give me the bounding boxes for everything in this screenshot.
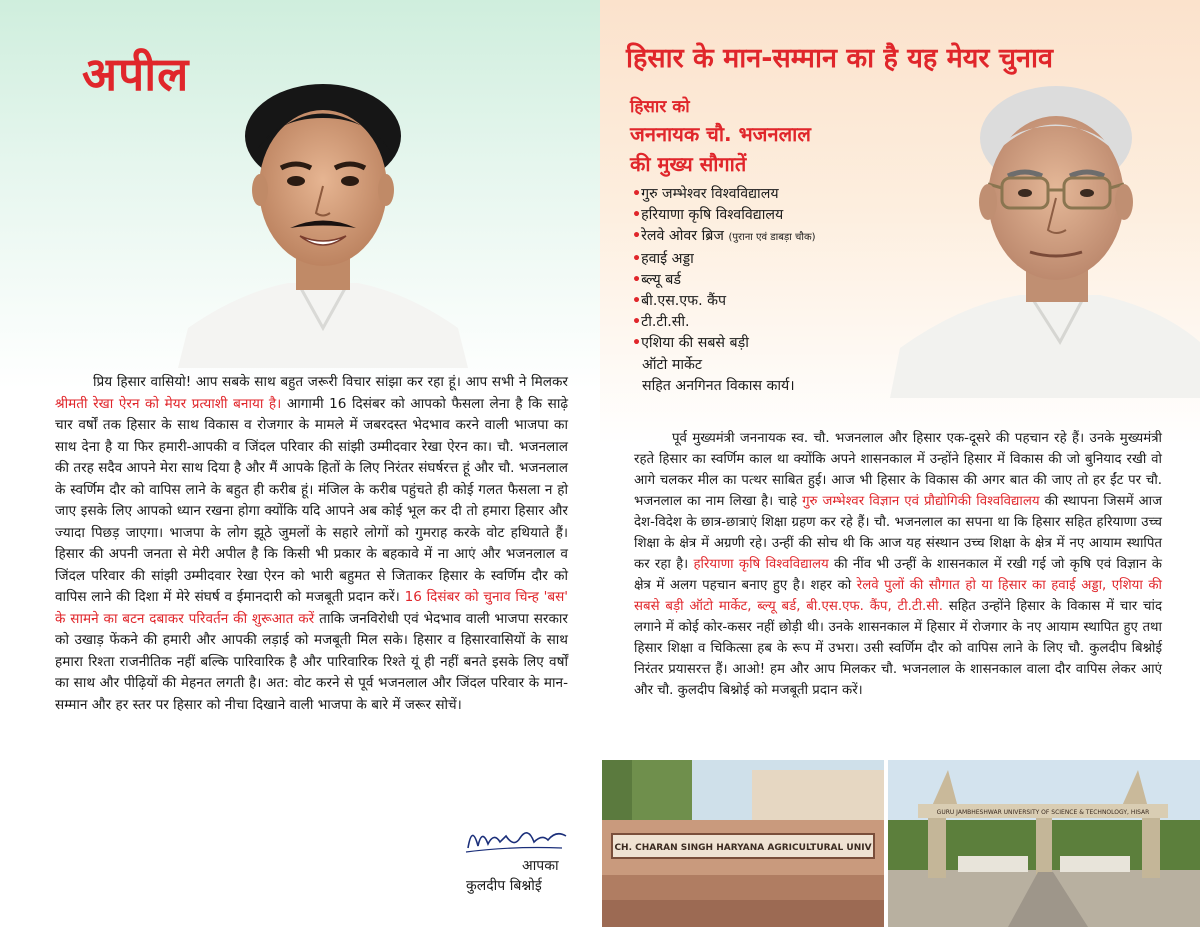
photo-agricultural-university [602, 760, 884, 927]
mayor-election-title: हिसार के मान-सम्मान का है यह मेयर चुनाव [626, 43, 1053, 74]
appeal-title: अपील [82, 47, 190, 101]
sign-off-yours: आपका [522, 858, 559, 874]
list-item: •बी.एस.एफ. कैंप [632, 293, 727, 310]
appeal-letter: प्रिय हिसार वासियो! आप सबके साथ बहुत जरूरी विचार सांझा कर रहा हूं। आप सभी ने मिलकर श्रीमती रेखा ऐरन को मेयर प्रत्याशी बनाया है। आगामी 16 दिसंबर को आपको फैसला लेना है कि साढ़े चार वर्षों तक हिसार के साथ विकास व रोजगार के मामले में जबरदस्त भेदभाव करने वाली भाजपा का साथ देना है या फिर हमारी-आपकी व जिंदल परिवार की सांझी उम्मीदवार रेखा ऐरन का। चौ. भजनलाल की तरह सदैव आपने मेरा साथ दिया है और मैं आपके हितों के लिए निरंतर संघर्षरत्त हूं और चौ. भजनलाल के स्वर्णिम दौर को वापिस लाने के बहुत ही करीब हूं। मंजिल के करीब पहुंचते ही कोई गलत फैसला न हो जाए इसके लिए आपको ध्यान रखना होगा क्योंकि यदि आपने अब कोई भूल कर दी तो हमारा हिसार और ज्यादा पिछड़ जाएगा। भाजपा के लोग झूठे जुमलों के सहारे लोगों को गुमराह करके वोट हथियाते हैं। हिसार की अपनी जनता से मेरी अपील है कि किसी भी प्रकार के बहकावे में ना आएं और भजनलाल व जिंदल परिवार की सांझी उम्मीदवार रेखा ऐरन को भारी बहुमत से जिताकर हिसार के स्वर्णिम दौर को वापिस लाने की दिशा में मेरे संघर्ष व ईमानदारी को मजबूती प्रदान करें। 16 दिसंबर को चुनाव चिन्ह 'बस' के सामने का बटन दबाकर परिवर्तन की शुरूआत करें ताकि जनविरोधी एवं भेदभाव वाली भाजपा सरकार को उखाड़ फेंकने की हमारी और आपकी लड़ाई को मजबूती मिल सके। हिसार व हिसारवासियों के साथ हमारा रिश्ता राजनीतिक नहीं बल्कि पारिवारिक है और पारिवारिक रिश्ते यूं ही नहीं बनते इसके लिए वर्षों का साथ और पीढ़ियों की मेहनत लगती है। अत: वोट करने से पूर्व भजनलाल और जिंदल परिवार के मान-सम्मान और हर स्तर पर हिसार को नीचा दिखाने वाली भाजपा के बारे में जरूर सोचें। [55, 374, 569, 713]
sign-off-name: कुलदीप बिश्नोई [466, 878, 542, 894]
gifts-heading-line-3: की मुख्य सौगातें [630, 152, 747, 176]
photo-gju-gate [888, 760, 1200, 927]
portrait-bhajanlal [880, 80, 1200, 398]
signature [462, 818, 572, 858]
portrait-kuldeep-bishnoi [178, 78, 468, 368]
list-item: •ब्ल्यू बर्ड [632, 271, 681, 288]
list-item: •हवाई अड्डा [632, 250, 694, 267]
list-item: •एशिया की सबसे बड़ी [632, 335, 749, 352]
gifts-heading-line-2: जननायक चौ. भजनलाल [630, 122, 811, 146]
list-item: •हरियाणा कृषि विश्वविद्यालय [632, 207, 784, 224]
gifts-heading [630, 95, 811, 179]
list-item: •गुरु जम्भेश्वर विश्वविद्यालय [632, 186, 779, 202]
highlight-agri-university: हरियाणा कृषि विश्वविद्यालय [693, 557, 829, 572]
highlight-projects: रेलवे पुलों की सौगात हो या हिसार का हवाई अड्डा, एशिया की सबसे बड़ी ऑटो मार्केट, ब्ल्यू बर्ड, बी.एस.एफ. कैंप, टी.टी.सी. [634, 578, 1162, 614]
gifts-list [632, 184, 816, 397]
highlight-candidate: श्रीमती रेखा ऐरन को मेयर प्रत्याशी बनाया है। [55, 395, 282, 412]
list-item: •टी.टी.सी. [632, 314, 690, 331]
list-item-continued: सहित अनगिनत विकास कार्य। [642, 377, 795, 394]
list-item-continued: ऑटो मार्केट [642, 356, 703, 373]
highlight-university: गुरु जम्भेश्वर विज्ञान एवं प्रौद्योगिकी विश्वविद्यालय [802, 494, 1040, 509]
photo-right-sign-text: GURU JAMBHESHWAR UNIVERSITY OF SCIENCE & TECHNOLOGY, HISAR [936, 809, 1150, 816]
bhajanlal-article: पूर्व मुख्यमंत्री जननायक स्व. चौ. भजनलाल और हिसार एक-दूसरे की पहचान रहे हैं। उनके मुख्यमंत्री रहते हिसार का स्वर्णिम काल था क्योंकि अपने शासनकाल में उन्होंने हिसार में विकास की जो बुनियाद रखी वो आगे चलकर मील का पत्थर साबित हुई। आज भी हिसार के विकास की अगर बात की जाए तो हर ईंट पर चौ. भजनलाल का नाम लिखा है। चाहे गुरु जम्भेश्वर विज्ञान एवं प्रौद्योगिकी विश्वविद्यालय की स्थापना जिसमें आज देश-विदेश के छात्र-छात्राएं शिक्षा ग्रहण कर रहे हैं। चौ. भजनलाल का सपना था कि हिसार सहित हरियाणा उच्च शिक्षा के क्षेत्र में अग्रणी रहे। उन्हीं की सोच थी कि आज यह संस्थान उच्च शिक्षा के क्षेत्र में नए आयाम स्थापित कर रहा है। हरियाणा कृषि विश्वविद्यालय की नींव भी उन्हीं के शासनकाल में रखी गई जो कृषि एवं विज्ञान के क्षेत्र में अलग पहचान बनाए हुए है। शहर को रेलवे पुलों की सौगात हो या हिसार का हवाई अड्डा, एशिया की सबसे बड़ी ऑटो मार्केट, ब्ल्यू बर्ड, बी.एस.एफ. कैंप, टी.टी.सी. सहित उन्होंने हिसार के विकास में चार चांद लगाने में कोई कोर-कसर नहीं छोड़ी थी। उनके शासनकाल में हिसार में रोजगार के नए आयाम स्थापित हुए तथा हिसार शिक्षा व चिकित्सा हब के रूप में उभरा। उसी स्वर्णिम दौर को वापिस लाने के लिए चौ. कुलदीप बिश्नोई निरंतर प्रयासरत्त हैं। आओ! हम और आप मिलकर चौ. भजनलाल के शासनकाल वाला दौर वापिस लेकर आएं और चौ. कुलदीप बिश्नोई को मजबूती प्रदान करें। [634, 431, 1163, 698]
gifts-heading-line-1: हिसार को [630, 97, 690, 117]
highlight-vote-call: 16 दिसंबर को चुनाव चिन्ह 'बस' के सामने का बटन दबाकर परिवर्तन की शुरूआत करें [55, 589, 569, 627]
photo-left-sign-text: CH. CHARAN SINGH HARYANA AGRICULTURAL UNIV [614, 843, 872, 853]
list-item: •रेलवे ओवर ब्रिज (पुराना एवं डाबड़ा चौक) [632, 228, 816, 245]
